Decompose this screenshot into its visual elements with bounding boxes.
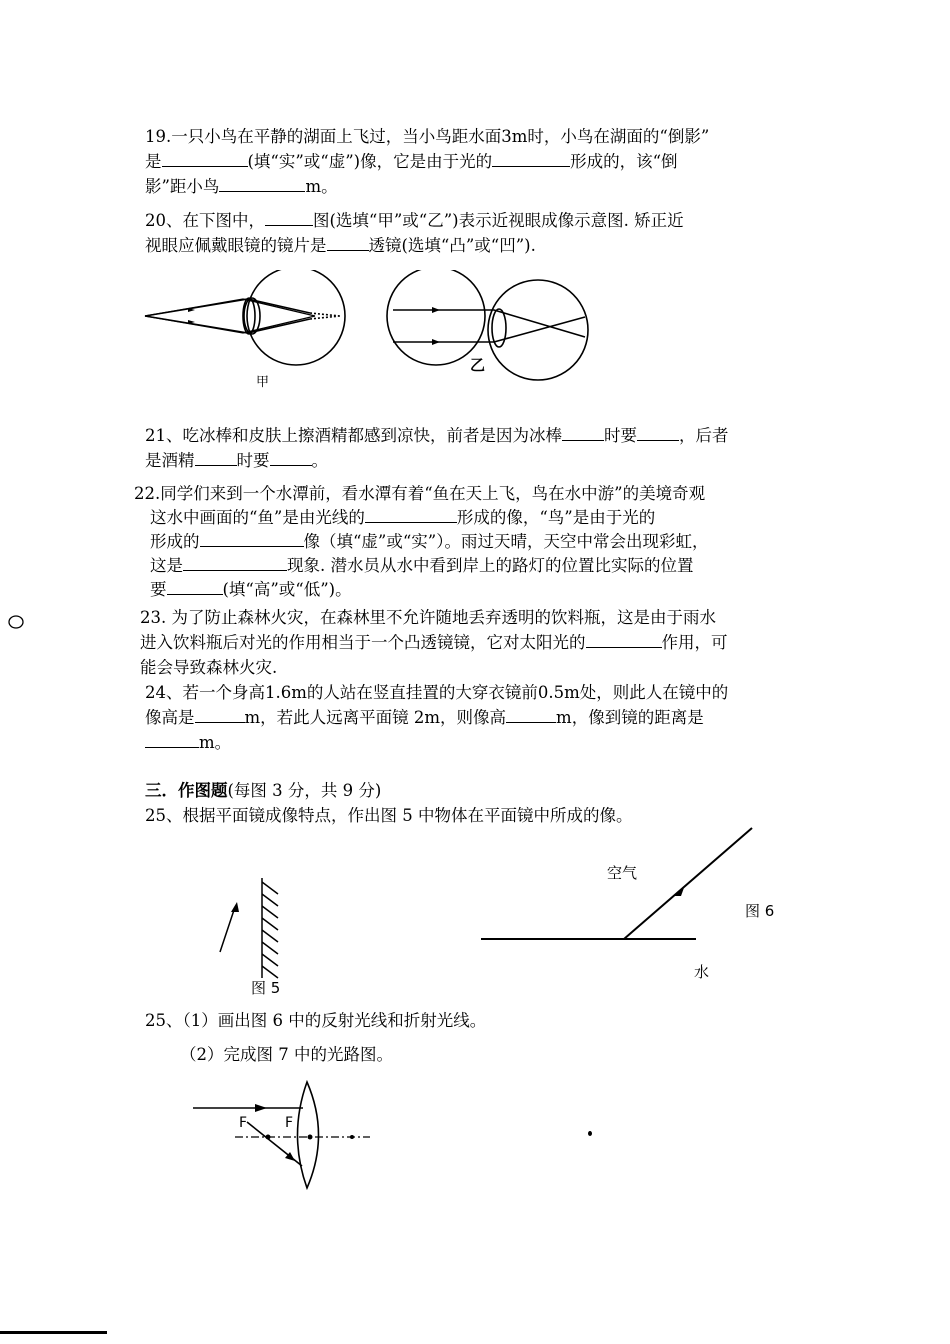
- convex-lens: [298, 1082, 319, 1188]
- q24-line1: 24、若一个身高1.6m的人站在竖直挂置的大穿衣镜前0.5m处，则此人在镜中的: [145, 683, 729, 702]
- answer-blank[interactable]: [265, 211, 313, 226]
- q22-text: (填“高”或“低”)。: [222, 580, 352, 599]
- q21-text: ，后者: [679, 426, 729, 445]
- binding-hole-mark: [6, 613, 26, 631]
- q21-line1: [145, 425, 729, 447]
- answer-blank[interactable]: [200, 532, 304, 547]
- q19-text: (填“实”或“虚”)像，它是由于光的: [247, 152, 493, 171]
- q22-line1: 22.同学们来到一个水潭前，看水潭有着“鱼在天上飞，鸟在水中游”的美境奇观: [134, 484, 706, 503]
- q19-text: 是: [145, 152, 162, 171]
- answer-blank[interactable]: [219, 177, 305, 192]
- answer-blank[interactable]: [327, 236, 369, 251]
- q19-line2: [145, 151, 678, 173]
- answer-blank[interactable]: [145, 733, 199, 748]
- q22-line4: [150, 555, 694, 577]
- q24-text: m，像到镜的距离是: [556, 708, 704, 727]
- answer-blank[interactable]: [195, 708, 245, 723]
- answer-blank[interactable]: [183, 556, 287, 571]
- answer-blank[interactable]: [365, 508, 457, 523]
- q23-line1: 23. 为了防止森林火灾，在森林里不允许随地丢弃透明的饮料瓶，这是由于雨水: [140, 608, 716, 627]
- figure-7-lens: [185, 1080, 375, 1195]
- q19-text: m。: [305, 177, 338, 196]
- q22-text: 现象. 潜水员从水中看到岸上的路灯的位置比实际的位置: [287, 556, 694, 575]
- section-note: (每图 3 分，共 9 分): [227, 781, 382, 800]
- label-yi: 乙: [470, 356, 486, 374]
- eye-diagrams: [140, 270, 610, 400]
- q20-line2: [145, 235, 536, 257]
- answer-blank[interactable]: [586, 633, 662, 648]
- q22-text: 这是: [150, 556, 183, 575]
- q19-text: 影”距小鸟: [145, 177, 220, 196]
- q22-text: 这水中画面的“鱼”是由光线的: [150, 508, 365, 527]
- label-jia: 甲: [256, 375, 270, 390]
- figure-5-mirror: [210, 870, 300, 980]
- figure-6-refraction: [478, 822, 768, 952]
- incident-ray: [624, 828, 752, 939]
- q20-text: 透镜(选填“凸”或“凹”).: [368, 236, 536, 255]
- eyeball-jia: [387, 270, 485, 365]
- focal-label-right: F: [285, 1115, 294, 1131]
- q21-text: 时要: [236, 451, 270, 470]
- q20-text: 20、在下图中，: [145, 211, 265, 230]
- q24-text: 像高是: [145, 708, 195, 727]
- footer-rule: [0, 1331, 107, 1334]
- section-3-heading: [145, 780, 381, 802]
- q22-text: 像（填“虚”或“实”）。雨过天晴，天空中常会出现彩虹，: [303, 532, 709, 551]
- q21-text: 时要: [604, 426, 637, 445]
- answer-blank[interactable]: [562, 426, 604, 441]
- q23-text: 进入饮料瓶后对光的作用相当于一个凸透镜镜，它对太阳光的: [140, 633, 586, 652]
- q19-line1: 19.一只小鸟在平静的湖面上飞过，当小鸟距水面3m时，小鸟在湖面的“倒影”: [145, 127, 710, 146]
- q20-line1: [145, 210, 684, 232]
- figure-6-caption: 图 6: [745, 902, 775, 920]
- q19-text: 形成的，该“倒: [570, 152, 678, 171]
- q24-line3: [145, 732, 231, 754]
- q21-line2: [145, 450, 328, 472]
- q23-text: 作用，可: [661, 633, 728, 652]
- label-water: 水: [694, 963, 710, 981]
- q21-text: 是酒精: [145, 451, 195, 470]
- q22-line5: [150, 579, 352, 601]
- q23-line3: 能会导致森林火灾.: [140, 658, 278, 677]
- object-arrow: [220, 907, 235, 952]
- answer-blank[interactable]: [167, 580, 223, 595]
- answer-blank[interactable]: [270, 451, 312, 466]
- section-title: 三．作图题: [145, 781, 228, 800]
- q22-line2: [150, 507, 655, 529]
- q26-line2: （2）完成图 7 中的光路图。: [180, 1045, 393, 1064]
- q22-text: 形成的: [150, 532, 200, 551]
- q20-text: 视眼应佩戴眼镜的镜片是: [145, 236, 327, 255]
- answer-blank[interactable]: [195, 451, 237, 466]
- q22-text: 形成的像，“鸟”是由于光的: [456, 508, 656, 527]
- figure-5-caption: 图 5: [251, 979, 281, 997]
- answer-blank[interactable]: [162, 152, 248, 167]
- q26-line1: 25、（1）画出图 6 中的反射光线和折射光线。: [145, 1011, 487, 1030]
- q20-text: 图(选填“甲”或“乙”)表示近视眼成像示意图. 矫正近: [313, 211, 684, 230]
- q22-text: 要: [150, 580, 167, 599]
- q24-line2: [145, 707, 704, 729]
- q23-line2: [140, 632, 728, 654]
- q22-line3: [150, 531, 709, 553]
- label-air: 空气: [607, 864, 638, 882]
- focal-label-left: F: [239, 1115, 248, 1131]
- q25-line1: 25、根据平面镜成像特点，作出图 5 中物体在平面镜中所成的像。: [145, 806, 633, 825]
- q19-line3: [145, 176, 338, 198]
- stray-dot: [588, 1131, 592, 1136]
- answer-blank[interactable]: [506, 708, 556, 723]
- q21-text: 21、吃冰棒和皮肤上擦酒精都感到凉快，前者是因为冰棒: [145, 426, 562, 445]
- q24-text: m，若此人远离平面镜 2m，则像高: [244, 708, 507, 727]
- answer-blank[interactable]: [637, 426, 679, 441]
- answer-blank[interactable]: [492, 152, 570, 167]
- q24-text: m。: [199, 733, 232, 752]
- q21-text: 。: [311, 451, 328, 470]
